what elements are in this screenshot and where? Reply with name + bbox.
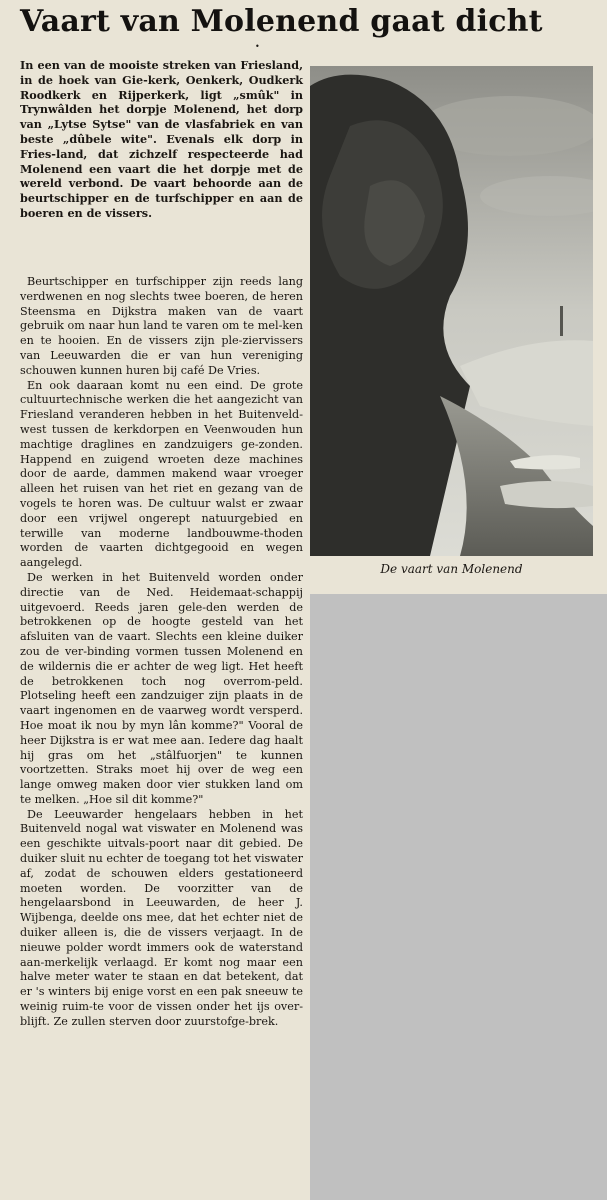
body-column [20,275,303,1030]
lead-paragraph [20,58,303,221]
paragraph-2: En ook daaraan komt nu een eind. De grote cultuurtechnische werken die het aangezicht van Friesland veranderen hebben in het Buitenveld-west tussen de kerkdorpen en Veenwouden hun machtige draglines en zandzuigers ge-zonden. Happend en zuigend wroeten deze machines door de aarde, dammen makend waar vroeger alleen het ruisen van het riet en gezang van de vogels te horen was. De cultuur walst er zwaar door een vrijwel ongerept natuurgebied en terwille van moderne landbouwme-thoden worden de vaarten dichtgegooid en wegen aangelegd. [20,378,303,570]
paragraph-1: Beurtschipper en turfschipper zijn reeds lang verdwenen en nog slechts twee boeren, de heren Steensma en Dijkstra maken van de vaart gebruik om naar hun land te varen om te mel-ken en te hooien. En de vissers zijn ple-ziervissers van Leeuwarden die er van hun vereniging schouwen kunnen huren bij café De Vries. [20,275,303,377]
lead-text: In een van de mooiste streken van Friesland, in de hoek van Gie-kerk, Oenkerk, Oudkerk Roodkerk en Rijperkerk, ligt „smûk" in Trynwâlden het dorpje Molenend, het dorp van „Lytse Sytse" van de vlasfabriek en van beste „dûbele wite". Evenals elk dorp in Fries-land, dat zichzelf respecteerde had Molenend een vaart die het dorpje met de wereld verbond. De vaart behoorde aan de beurtschipper en de turfschipper en aan de boeren en de vissers. [20,58,303,220]
headline: Vaart van Molenend gaat dicht [20,4,543,39]
canal-photo-image [310,66,593,556]
printer-dot: • [255,42,260,51]
paragraph-3: De werken in het Buitenveld worden onder directie van de Ned. Heidemaat-schappij uitgevoerd. Reeds jaren gele-den werden de betrokkenen op de hoogte gesteld van het afsluiten van de vaart. Slechts een kleine duiker zou de ver-binding vormen tussen Molenend en de wildernis die er achter de weg ligt. Het heeft de betrokkenen toch nog overrom-peld. Plotseling heeft een zandzuiger zijn plaats in de vaart ingenomen en de vaarweg wordt versperd. Hoe moat ik nou by myn lân komme?" Vooral de heer Dijkstra is er wat mee aan. Iedere dag haalt hij gras om het „stâlfuorjen" te kunnen voortzetten. Straks moet hij over de weg een lange omweg maken door vier stukken land om te melken. „Hoe sil dit komme?" [20,570,303,806]
photo-canal [310,66,593,556]
photo-caption: De vaart van Molenend [380,562,523,576]
paragraph-4: De Leeuwarder hengelaars hebben in het Buitenveld nogal wat viswater en Molenend was een geschikte uitvals-poort naar dit gebied. De duiker sluit nu echter de toegang tot het viswater af, zodat de schouwen elders gestationeerd moeten worden. De voorzitter van de hengelaarsbond in Leeuwarden, de heer J. Wijbenga, deelde ons mee, dat het echter niet de duiker alleen is, die de vissers verjaagt. In de nieuwe polder wordt immers ook de waterstand aan-merkelijk verlaagd. Er komt nog maar een halve meter water te staan en dat betekent, dat er 's winters bij enige vorst en een pak sneeuw te weinig ruim-te voor de vissen onder het ijs over-blijft. Ze zullen sterven door zuurstofge-brek. [20,807,303,1028]
